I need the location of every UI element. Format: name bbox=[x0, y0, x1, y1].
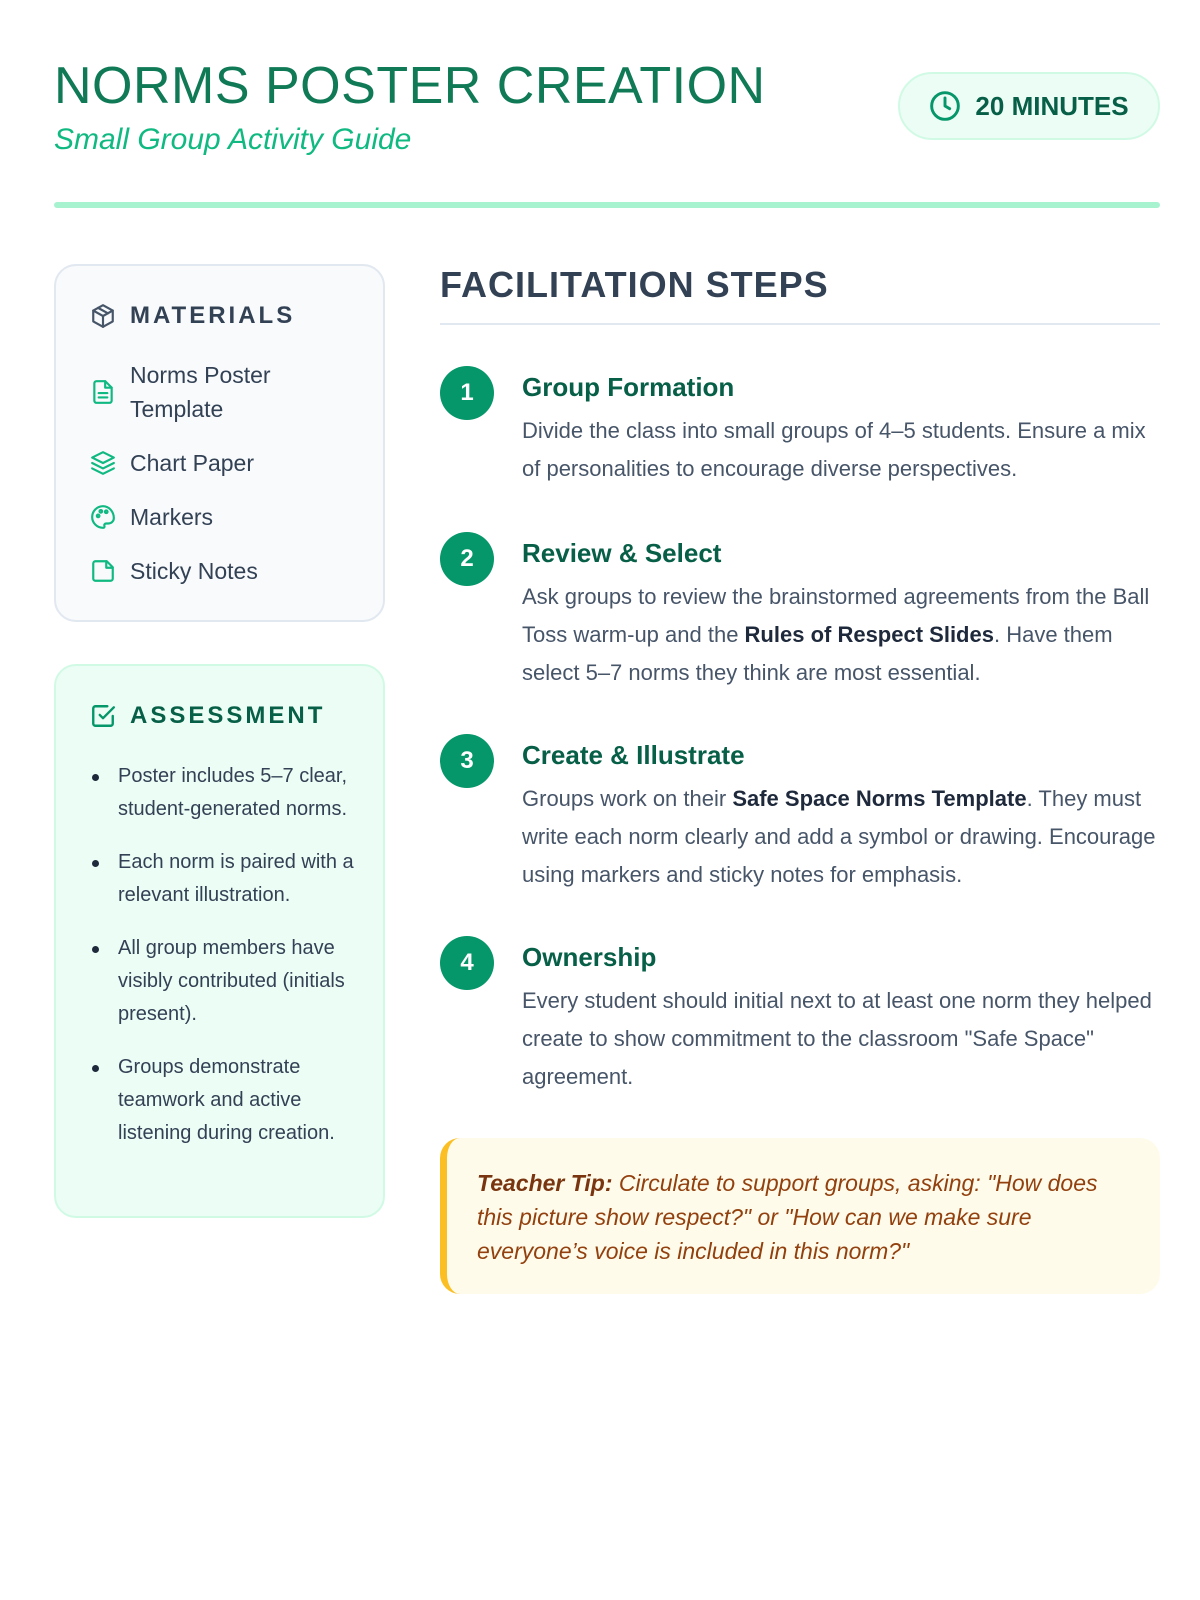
step-description: Divide the class into small groups of 4–5 students. Ensure a mix of personalities to encourage diverse perspectives. bbox=[522, 418, 1146, 481]
teacher-tip-callout bbox=[440, 1138, 1160, 1294]
materials-heading bbox=[90, 302, 353, 330]
step-text-emphasis: Rules of Respect Slides bbox=[744, 622, 994, 647]
step-number-badge: 4 bbox=[440, 936, 494, 990]
step-content bbox=[522, 366, 1162, 488]
steps-divider bbox=[440, 323, 1160, 325]
page-subtitle: Small Group Activity Guide bbox=[54, 123, 412, 156]
assessment-heading bbox=[90, 702, 357, 730]
assessment-list bbox=[90, 760, 357, 1150]
material-label: Chart Paper bbox=[130, 450, 255, 476]
assessment-heading-label: ASSESSMENT bbox=[130, 702, 326, 729]
document-icon bbox=[90, 379, 116, 405]
page-header bbox=[54, 56, 1160, 166]
page-title: NORMS POSTER CREATION bbox=[54, 57, 766, 115]
assessment-item: Each norm is paired with a relevant illustration. bbox=[90, 846, 357, 912]
step-text-part: Groups work on their bbox=[522, 786, 733, 811]
step-text-part: Ask groups to review the brainstormed agreements from the Ball Toss warm-up and the bbox=[522, 584, 1150, 647]
step-content bbox=[522, 936, 1162, 1096]
steps-section-title: FACILITATION STEPS bbox=[440, 264, 829, 305]
step-text-part: . Have them select 5–7 norms they think are most essential. bbox=[522, 622, 1113, 685]
material-item bbox=[90, 446, 353, 480]
duration-badge bbox=[898, 72, 1160, 140]
step-title: Create & Illustrate bbox=[522, 740, 745, 770]
assessment-item: All group members have visibly contributed (initials present). bbox=[90, 932, 357, 1031]
tip-label: Teacher Tip: bbox=[477, 1170, 613, 1196]
material-label: Norms Poster Template bbox=[130, 362, 271, 422]
materials-card bbox=[54, 264, 385, 622]
duration-label: 20 MINUTES bbox=[975, 90, 1129, 121]
step-number-badge: 1 bbox=[440, 366, 494, 420]
palette-icon bbox=[90, 504, 116, 530]
step-content bbox=[522, 734, 1162, 894]
step-text-emphasis: Safe Space Norms Template bbox=[732, 786, 1027, 811]
material-label: Markers bbox=[130, 504, 214, 530]
material-item bbox=[90, 500, 353, 534]
checkbox-icon bbox=[90, 703, 116, 729]
step-description bbox=[522, 780, 1162, 894]
material-label: Sticky Notes bbox=[130, 558, 258, 584]
tip-text: Circulate to support groups, asking: "How does this picture show respect?" or "How can we make sure everyone’s voice is included in this norm?" bbox=[477, 1170, 1098, 1264]
materials-heading-label: MATERIALS bbox=[130, 302, 296, 329]
header-divider bbox=[54, 202, 1160, 208]
step-number-badge: 3 bbox=[440, 734, 494, 788]
step-number-badge: 2 bbox=[440, 532, 494, 586]
step-description: Every student should initial next to at least one norm they helped create to show commitment to the classroom "Safe Space" agreement. bbox=[522, 988, 1152, 1089]
step-text-part: . They must write each norm clearly and add a symbol or drawing. Encourage using markers and sticky notes for emphasis. bbox=[522, 786, 1156, 887]
package-icon bbox=[90, 303, 116, 329]
material-item bbox=[90, 358, 353, 426]
step-description bbox=[522, 578, 1162, 692]
assessment-card bbox=[54, 664, 385, 1218]
material-item bbox=[90, 554, 353, 588]
step-title: Ownership bbox=[522, 942, 657, 972]
clock-icon bbox=[929, 90, 961, 122]
step-content bbox=[522, 532, 1162, 692]
assessment-item: Groups demonstrate teamwork and active listening during creation. bbox=[90, 1051, 357, 1150]
step-title: Group Formation bbox=[522, 372, 735, 402]
step-title: Review & Select bbox=[522, 538, 722, 568]
assessment-item: Poster includes 5–7 clear, student-generated norms. bbox=[90, 760, 357, 826]
materials-list bbox=[90, 358, 353, 588]
layers-icon bbox=[90, 450, 116, 476]
sticky-note-icon bbox=[90, 558, 116, 584]
